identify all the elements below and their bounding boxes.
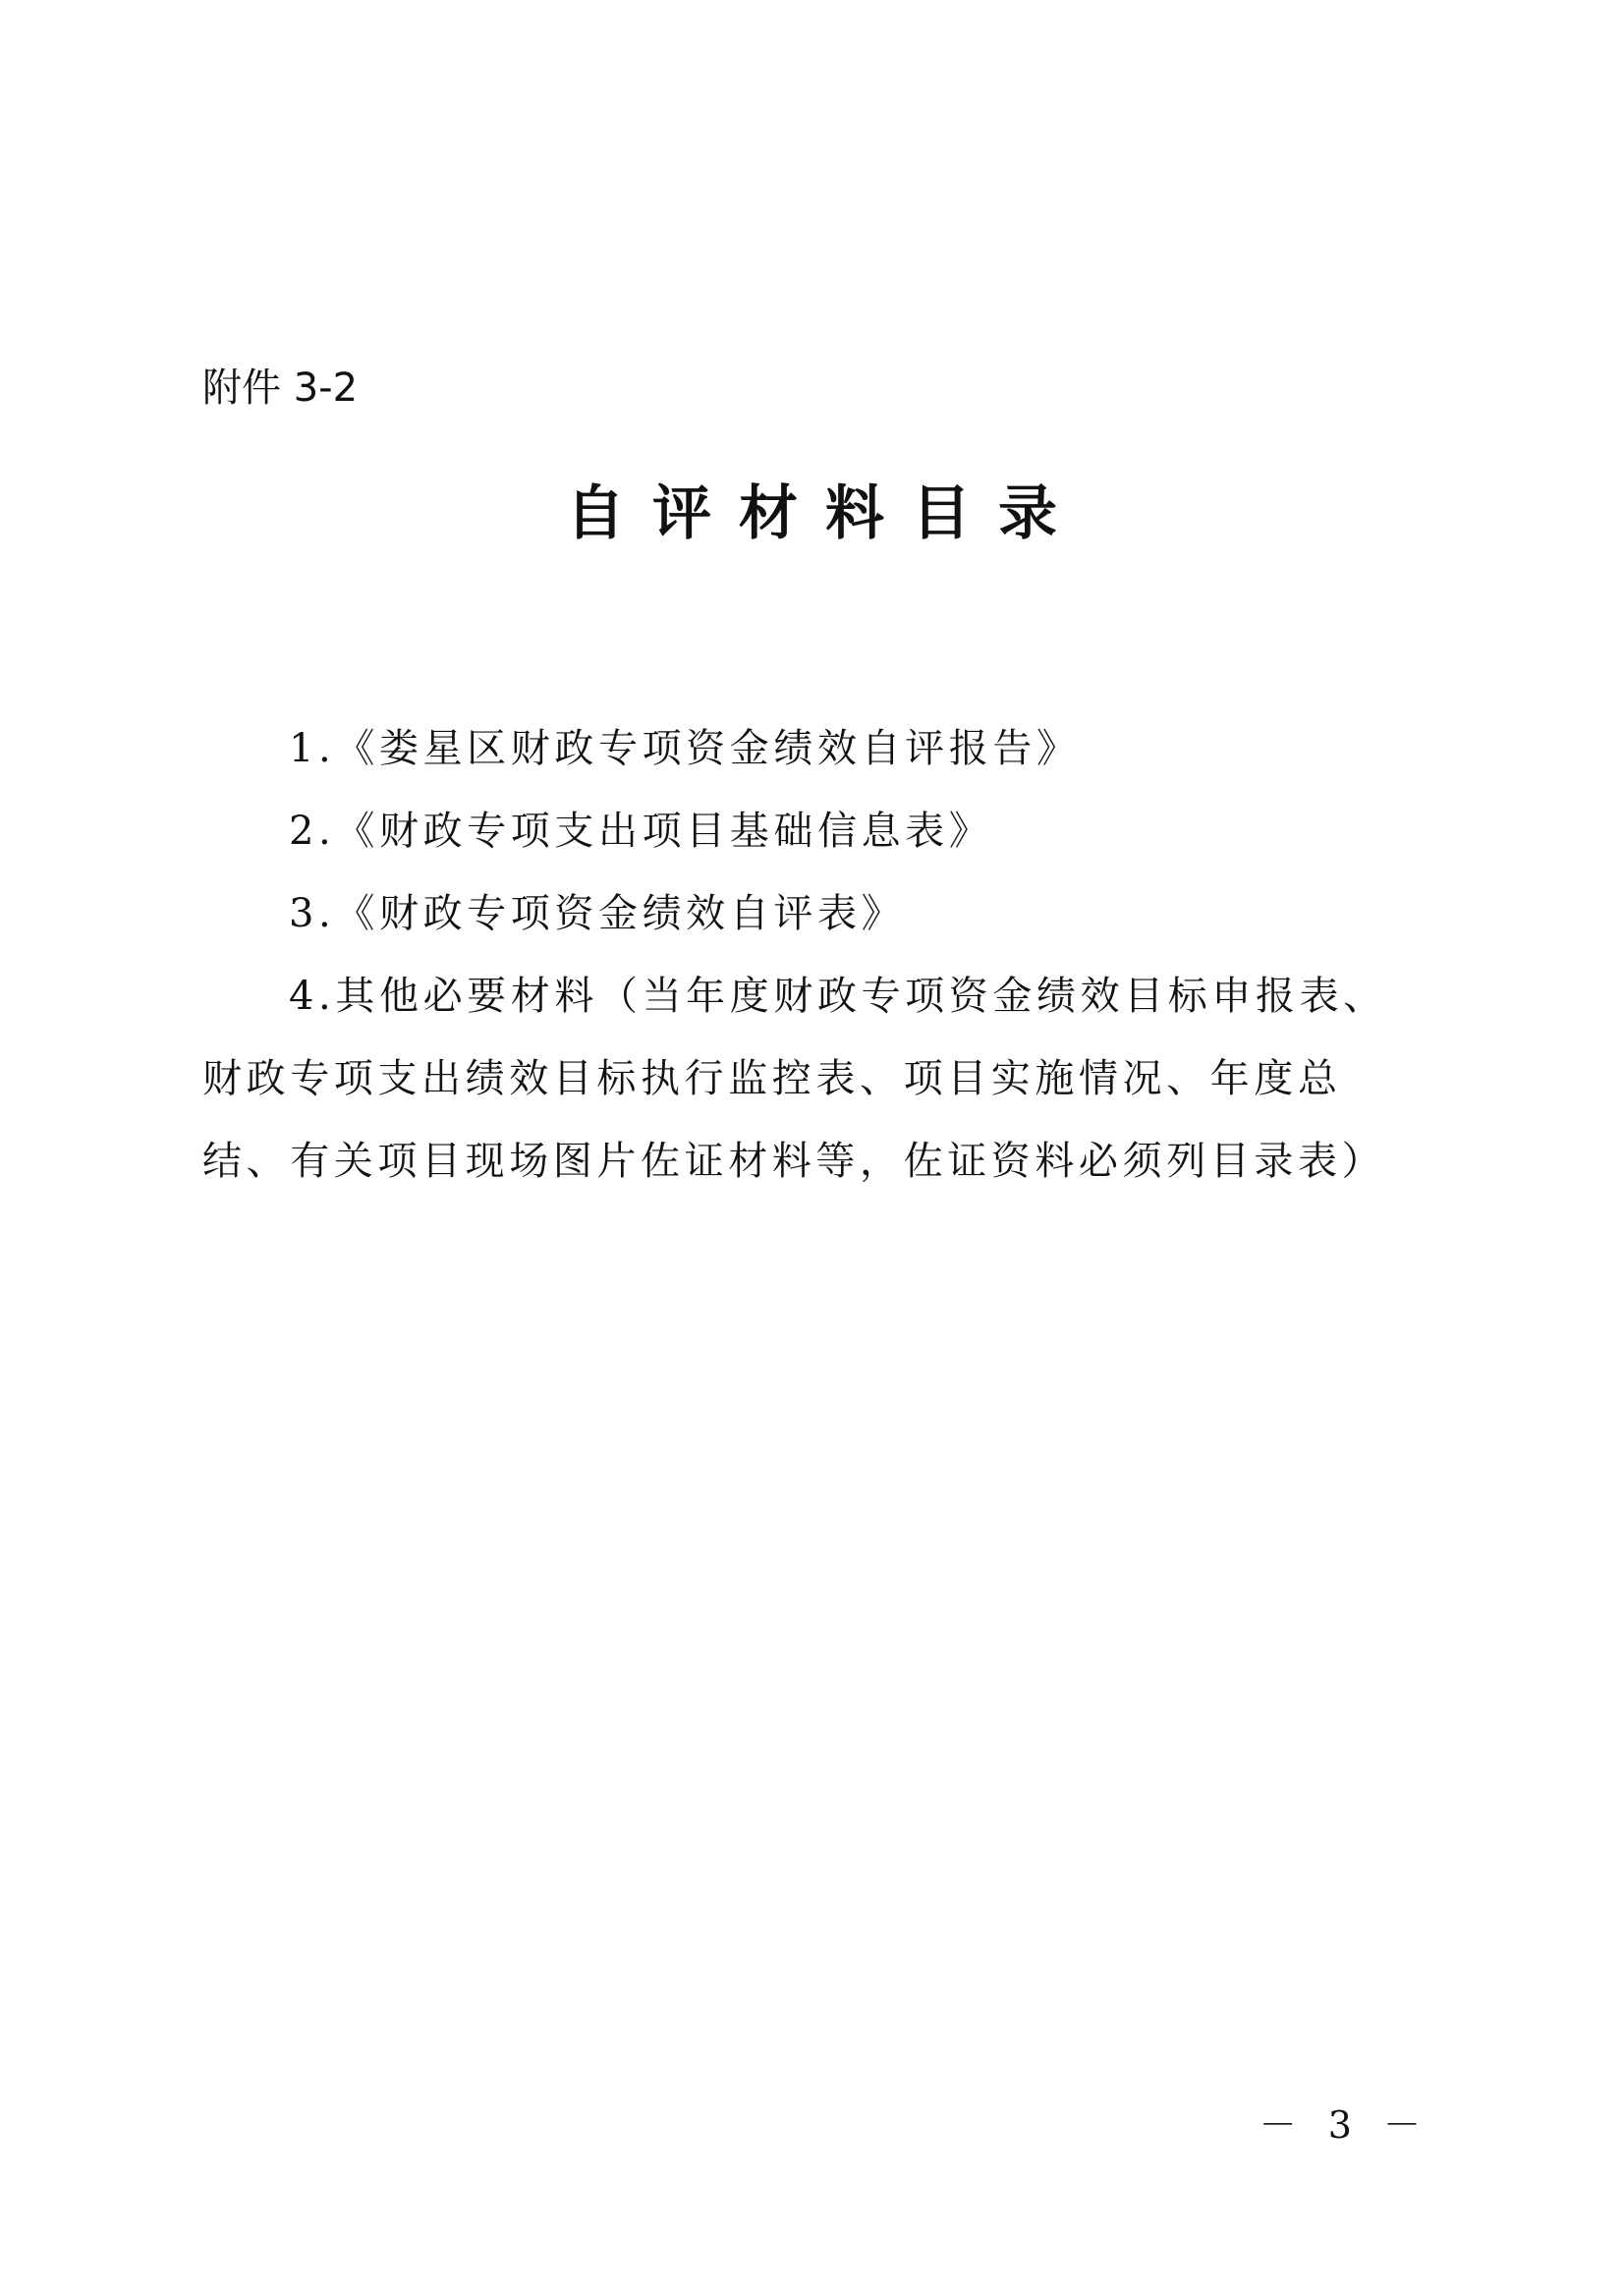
document-title: 自评材料目录 (566, 479, 1085, 548)
list-item-basic-info-table: 2.《财政专项支出项目基础信息表》 (289, 809, 993, 854)
list-item-self-evaluation-table: 3.《财政专项资金绩效自评表》 (289, 891, 906, 936)
materials-list (202, 707, 1427, 1203)
list-item-report: 1.《娄星区财政专项资金绩效自评报告》 (289, 726, 1081, 771)
list-item-other-materials: 4.其他必要材料（当年度财政专项资金绩效目标申报表、财政专项支出绩效目标执行监控表、项目实施情况、年度总结、有关项目现场图片佐证材料等，佐证资料必须列目录表） (202, 974, 1387, 1184)
page-number: － 3 － (1259, 2103, 1430, 2147)
attachment-label: 附件 3-2 (202, 365, 359, 411)
